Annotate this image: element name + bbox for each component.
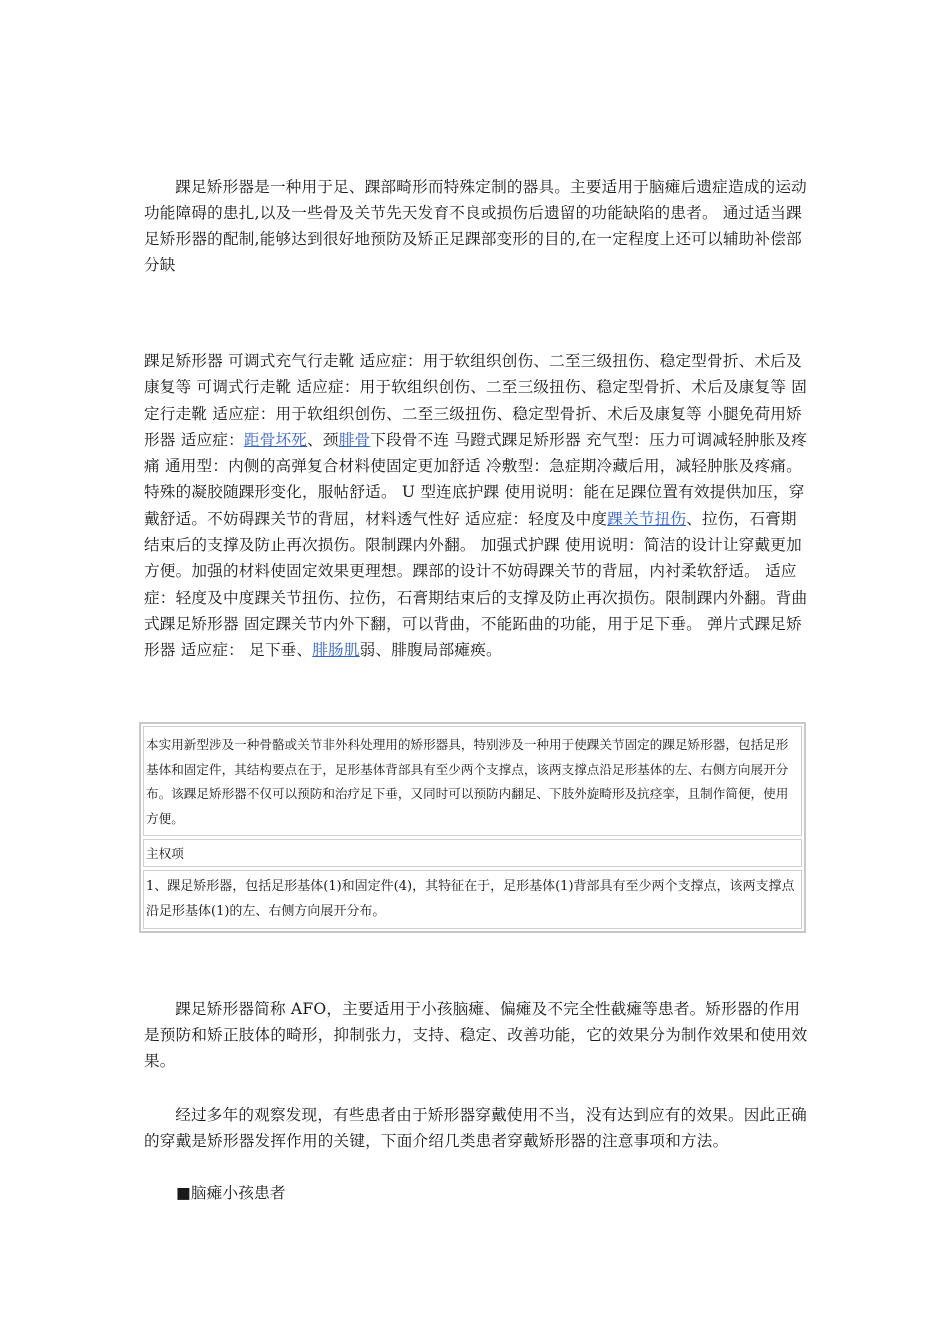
link-gastrocnemius[interactable]: 腓肠肌 [312,641,360,660]
patent-table [139,722,806,933]
products-text-3: 下段骨不连 马蹬式踝足矫形器 充气型：压力可调减轻肿胀及疼痛 通用型：内侧的高弹复合材料使固定更加舒适 冷敷型：急症期冷藏后用，减轻肿胀及疼痛。特殊的凝胶随踝形变化，服帖舒适。 U 型连底护踝 使用说明：能在足踝位置有效提供加压，穿戴舒适。不妨碍踝关节的背屈，材料透气性好 适应症：轻度及中度 [144,430,808,528]
observation-paragraph: 经过多年的观察发现，有些患者由于矫形器穿戴使用不当，没有达到应有的效果。因此正确的穿戴是矫形器发挥作用的关键，下面介绍几类患者穿戴矫形器的注意事项和方法。 [144,1106,807,1150]
patent-abstract: 本实用新型涉及一种骨骼或关节非外科处理用的矫形器具，特别涉及一种用于使踝关节固定的踝足矫形器，包括足形基体和固定件，其结构要点在于，足形基体背部具有至少两个支撑点，该两支撑点沿足形基体的左、右侧方向展开分布。该踝足矫形器不仅可以预防和治疗足下垂，又同时可以预防内翻足、下肢外旋畸形及抗痉挛，且制作简便，使用方便。 [143,726,802,836]
afo-paragraph: 踝足矫形器简称 AFO，主要适用于小孩脑瘫、偏瘫及不完全性截瘫等患者。矫形器的作用是预防和矫正肢体的畸形，抑制张力，支持、稳定、改善功能，它的效果分为制作效果和使用效果。 [144,1000,808,1070]
link-ankle-sprain[interactable]: 踝关节扭伤 [607,509,687,528]
products-text-5: 弱、腓腹局部瘫痪。 [359,641,502,660]
bullet-heading-cp-children: ■脑瘫小孩患者 [176,1184,286,1202]
products-text-2: 、颈 [307,430,339,449]
patent-claims-heading: 主权项 [143,839,802,867]
products-text-1: 踝足矫形器 可调式充气行走靴 适应症：用于软组织创伤、二至三级扭伤、稳定型骨折、术后及康复等 可调式行走靴 适应症：用于软组织创伤、二至三级扭伤、稳定型骨折、术后及康复等 固定行走靴 适应症：用于软组织创伤、二至三级扭伤、稳定型骨折、术后及康复等 小腿免荷用矫形器 适应症： [144,352,808,449]
link-talus-necrosis[interactable]: 距骨坏死 [243,430,308,449]
products-text-4: 、拉伤，石膏期结束后的支撑及防止再次损伤。限制踝内外翻。 加强式护踝 使用说明：简洁的设计让穿戴更加方便。加强的材料使固定效果更理想。踝部的设计不妨碍踝关节的背屈，内衬柔软舒适。 适应症：轻度及中度踝关节扭伤、拉伤，石膏期结束后的支撑及防止再次损伤。限制踝内外翻。背曲式踝足矫形器 固定踝关节内外下翻，可以背曲，不能跖曲的功能，用于足下垂。 弹片式踝足矫形器 适应症： 足下垂、 [144,509,808,660]
products-paragraph [144,348,808,664]
patent-claim-1: 1、踝足矫形器，包括足形基体(1)和固定件(4)，其特征在于，足形基体(1)背部具有至少两个支撑点，该两支撑点沿足形基体(1)的左、右侧方向展开分布。 [143,870,802,929]
intro-paragraph: 踝足矫形器是一种用于足、踝部畸形而特殊定制的器具。主要适用于脑瘫后遗症造成的运动功能障碍的患扎,以及一些骨及关节先天发育不良或损伤后遗留的功能缺陷的患者。 通过适当踝足矫形器的配制,能够达到很好地预防及矫正足踝部变形的目的,在一定程度上还可以辅助补偿部分缺 [144,178,807,274]
link-fibula[interactable]: 腓骨 [338,430,371,449]
